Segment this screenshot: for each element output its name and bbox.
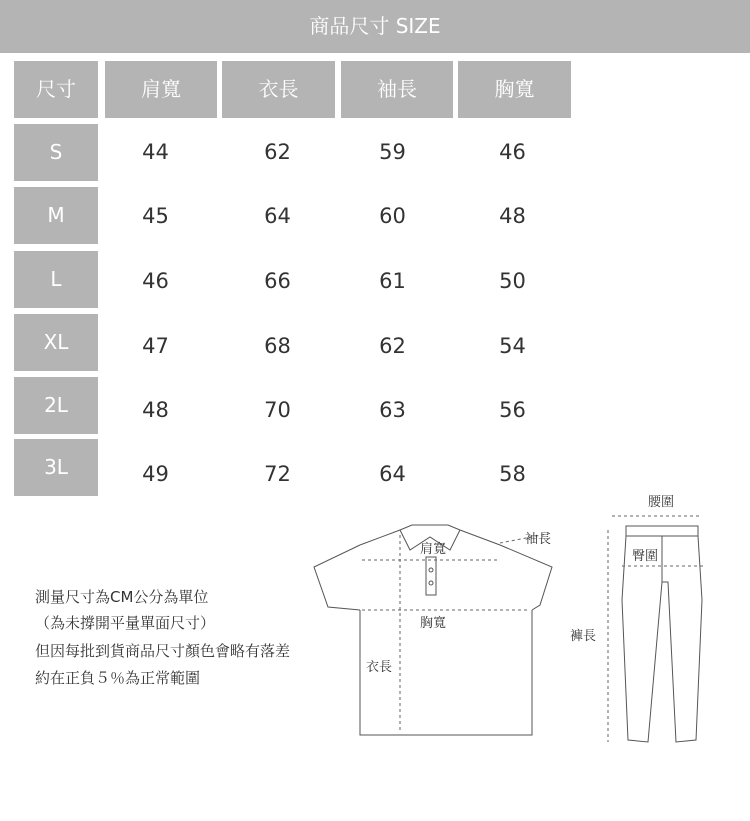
row-size-label: 2L (14, 377, 98, 434)
cell-length: 72 (264, 462, 291, 486)
cell-sleeve: 61 (379, 269, 406, 293)
column-header-shoulder: 肩寬 (105, 61, 217, 118)
cell-length: 64 (264, 204, 291, 228)
cell-length: 62 (264, 140, 291, 164)
column-header-sleeve: 袖長 (341, 61, 453, 118)
shirt-label-shoulder: 肩寬 (420, 542, 447, 557)
cell-shoulder: 46 (142, 269, 169, 293)
cell-sleeve: 64 (379, 462, 406, 486)
note-variance: 但因每批到貨商品尺寸顏色會略有落差 (35, 642, 291, 660)
row-size-label: L (14, 251, 98, 308)
shirt-label-chest: 胸寬 (420, 616, 447, 631)
row-size-label: S (14, 124, 98, 181)
cell-shoulder: 48 (142, 398, 169, 422)
pants-waistband (626, 526, 698, 536)
cell-sleeve: 60 (379, 204, 406, 228)
pants-label-length: 褲長 (570, 629, 597, 644)
cell-shoulder: 47 (142, 334, 169, 358)
cell-length: 66 (264, 269, 291, 293)
shirt-measurement-diagram (300, 515, 565, 745)
pants-label-hip: 臀圍 (632, 549, 659, 564)
cell-shoulder: 45 (142, 204, 169, 228)
cell-shoulder: 49 (142, 462, 169, 486)
cell-sleeve: 62 (379, 334, 406, 358)
page-title: 商品尺寸 SIZE (0, 0, 750, 53)
cell-sleeve: 63 (379, 398, 406, 422)
row-size-label: 3L (14, 439, 98, 496)
column-header-size: 尺寸 (14, 61, 98, 118)
row-size-label: M (14, 187, 98, 244)
shirt-right-sleeve (500, 545, 552, 610)
cell-chest: 56 (499, 398, 526, 422)
cell-chest: 58 (499, 462, 526, 486)
cell-chest: 54 (499, 334, 526, 358)
shirt-left-sleeve (314, 545, 360, 610)
cell-length: 68 (264, 334, 291, 358)
shirt-label-sleeve: 袖長 (525, 532, 552, 547)
shirt-placket (426, 557, 436, 595)
cell-chest: 46 (499, 140, 526, 164)
pants-measurement-diagram (560, 490, 720, 755)
cell-sleeve: 59 (379, 140, 406, 164)
column-header-length: 衣長 (222, 61, 335, 118)
note-unit: 測量尺寸為CM公分為單位 (35, 588, 209, 606)
shirt-label-length: 衣長 (366, 660, 393, 675)
cell-chest: 50 (499, 269, 526, 293)
note-tolerance: 約在正負５％為正常範圍 (35, 669, 201, 687)
cell-length: 70 (264, 398, 291, 422)
pants-label-waist: 腰圍 (648, 495, 675, 510)
note-measurement: （為未撐開平量單面尺寸） (35, 614, 216, 632)
row-size-label: XL (14, 314, 98, 371)
cell-chest: 48 (499, 204, 526, 228)
cell-shoulder: 44 (142, 140, 169, 164)
column-header-chest: 胸寬 (458, 61, 571, 118)
